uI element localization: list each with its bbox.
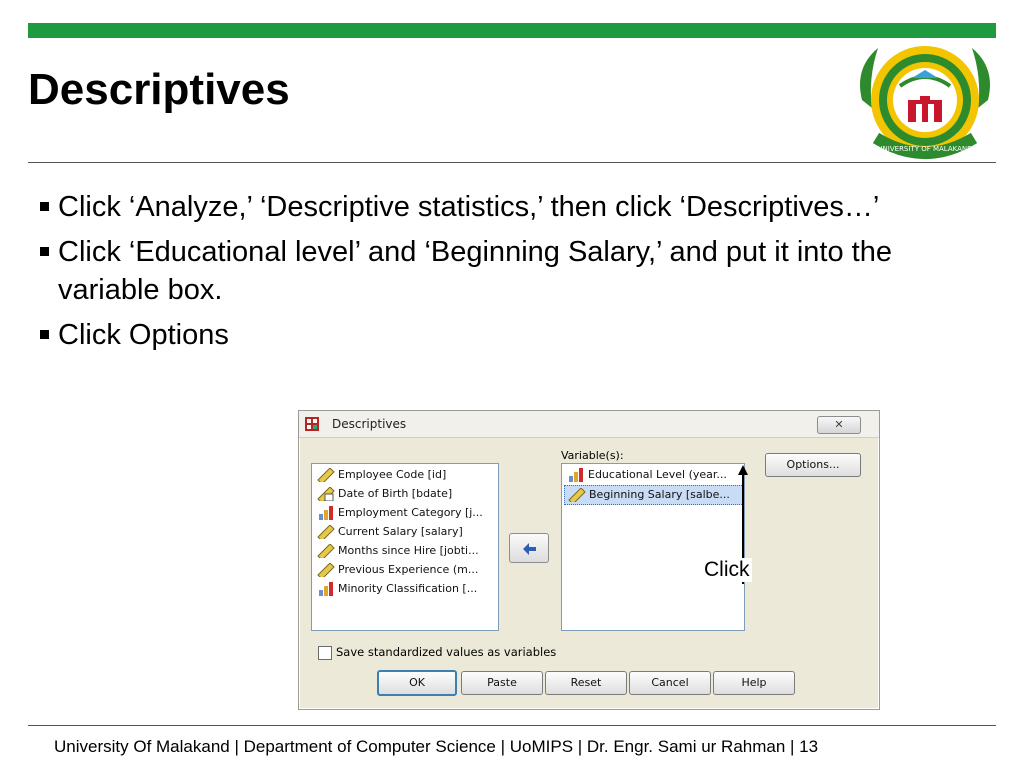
scale-ruler-icon (568, 488, 586, 502)
descriptives-dialog (298, 410, 880, 710)
slide-title: Descriptives (28, 65, 290, 114)
target-variable-list[interactable] (561, 463, 745, 631)
title-divider (28, 162, 996, 163)
list-item[interactable]: Previous Experience (m... (314, 561, 482, 579)
scale-ruler-icon (317, 563, 335, 577)
list-item[interactable]: Educational Level (year... (564, 466, 731, 484)
arrow-left-icon (510, 534, 548, 562)
options-button[interactable]: Options... (765, 453, 861, 477)
bullet-square-icon (40, 330, 49, 339)
list-item[interactable]: Employee Code [id] (314, 466, 450, 484)
footer-divider (28, 725, 996, 726)
bullet-item: Click ‘Analyze,’ ‘Descriptive statistics,’ then click ‘Descriptives…’ (40, 188, 1000, 226)
ok-button[interactable]: OK (377, 670, 457, 696)
annotation-click-label: Click (704, 558, 750, 581)
close-button[interactable]: ✕ (817, 416, 861, 434)
bullet-square-icon (40, 202, 49, 211)
svg-text:UNIVERSITY OF MALAKAND: UNIVERSITY OF MALAKAND (877, 145, 973, 153)
date-ruler-icon (317, 487, 335, 501)
reset-button[interactable]: Reset (545, 671, 627, 695)
scale-ruler-icon (317, 544, 335, 558)
list-item[interactable]: Date of Birth [bdate] (314, 485, 456, 503)
bullet-square-icon (40, 247, 49, 256)
paste-button[interactable]: Paste (461, 671, 543, 695)
list-item[interactable]: Months since Hire [jobti... (314, 542, 483, 560)
dialog-app-icon (305, 417, 319, 431)
list-item-selected[interactable]: Beginning Salary [salbe... (564, 485, 744, 505)
university-logo (848, 38, 1002, 162)
ordinal-bars-icon (317, 506, 335, 520)
cancel-button[interactable]: Cancel (629, 671, 711, 695)
checkbox-label: Save standardized values as variables (336, 645, 557, 659)
dialog-title: Descriptives (332, 417, 407, 431)
scale-ruler-icon (317, 525, 335, 539)
scale-ruler-icon (317, 468, 335, 482)
ordinal-bars-icon (317, 582, 335, 596)
top-accent-bar (28, 23, 996, 38)
source-variable-list[interactable] (311, 463, 499, 631)
ordinal-bars-icon (567, 468, 585, 482)
save-standardized-checkbox[interactable] (318, 646, 332, 660)
move-variable-button[interactable] (509, 533, 549, 563)
dialog-titlebar[interactable] (299, 411, 879, 438)
bullet-list (40, 188, 1000, 361)
list-item[interactable]: Employment Category [j... (314, 504, 487, 522)
slide-footer: University Of Malakand | Department of Computer Science | UoMIPS | Dr. Engr. Sami ur Rahman | 13 (54, 737, 819, 756)
variables-label: Variable(s): (561, 449, 624, 462)
bullet-item: Click ‘Educational level’ and ‘Beginning Salary,’ and put it into the variable box. (40, 233, 1000, 309)
list-item[interactable]: Current Salary [salary] (314, 523, 467, 541)
bullet-item: Click Options (40, 316, 1000, 354)
help-button[interactable]: Help (713, 671, 795, 695)
list-item[interactable]: Minority Classification [... (314, 580, 481, 598)
